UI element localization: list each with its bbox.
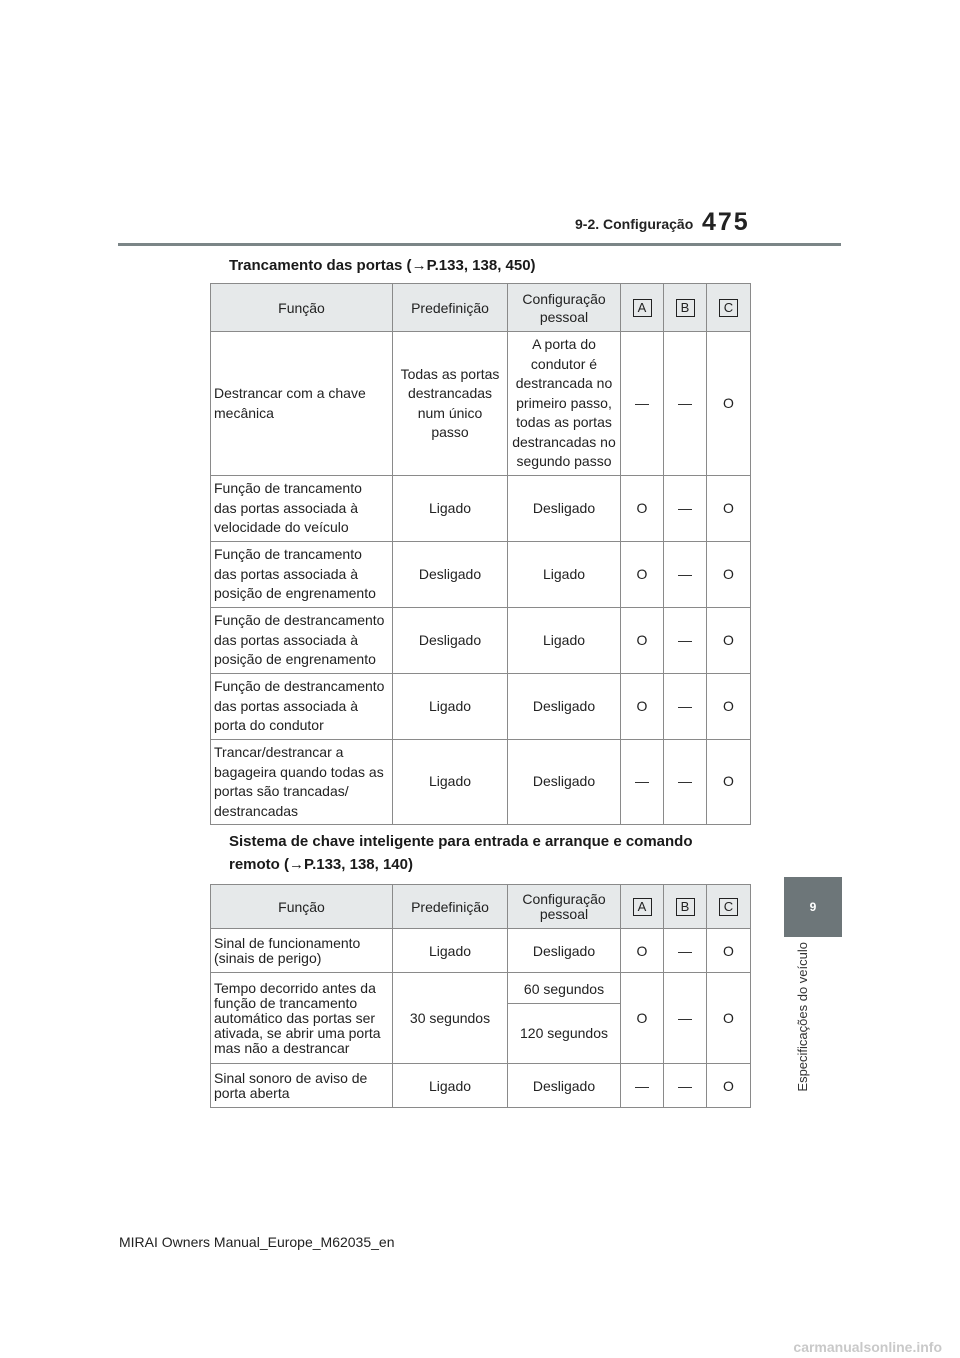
header-divider — [118, 243, 841, 246]
a-cell: O — [621, 973, 664, 1064]
a-cell: O — [621, 674, 664, 740]
b-cell: — — [664, 740, 707, 825]
b-cell: — — [664, 674, 707, 740]
custom-cell: Desligado — [508, 1064, 621, 1108]
b-cell: — — [664, 476, 707, 542]
page-number: 475 — [702, 208, 750, 236]
a-cell: — — [621, 740, 664, 825]
table-row — [211, 740, 751, 825]
arrow-icon: → — [289, 856, 304, 873]
c-cell: O — [707, 674, 751, 740]
table-row — [211, 674, 751, 740]
chapter-tab — [784, 877, 842, 937]
c-cell: O — [707, 542, 751, 608]
chapter-number: 9 — [809, 900, 817, 914]
section-heading-door-locking — [229, 254, 749, 277]
column-header-default: Predefinição — [393, 284, 508, 332]
b-cell: — — [664, 608, 707, 674]
footer-text: MIRAI Owners Manual_Europe_M62035_en — [119, 1234, 395, 1250]
a-cell: O — [621, 929, 664, 973]
function-cell: Função de destrancamento das portas associada à posição de engrenamento — [211, 608, 393, 674]
heading-refs: P.133, 138, 450) — [426, 257, 536, 274]
a-cell: — — [621, 332, 664, 476]
default-cell: 30 segundos — [393, 973, 508, 1064]
table-row — [211, 608, 751, 674]
a-cell: O — [621, 542, 664, 608]
column-header-custom: Configuração pessoal — [508, 284, 621, 332]
default-cell: Ligado — [393, 674, 508, 740]
door-locking-table — [210, 283, 751, 825]
table-row — [211, 332, 751, 476]
default-cell: Desligado — [393, 608, 508, 674]
function-cell: Tempo decorrido antes da função de trancamento automático das portas ser ativada, se abrir uma porta mas não a destrancar — [211, 973, 393, 1064]
function-cell: Destrancar com a chave mecânica — [211, 332, 393, 476]
column-header-function: Função — [211, 284, 393, 332]
a-cell: — — [621, 1064, 664, 1108]
function-cell: Função de destrancamento das portas associada à porta do condutor — [211, 674, 393, 740]
table-row — [211, 973, 751, 1064]
smart-key-table — [210, 884, 751, 1108]
section-heading-smart-key — [229, 830, 749, 876]
default-cell: Desligado — [393, 542, 508, 608]
c-cell: O — [707, 740, 751, 825]
custom-option: 120 segundos — [520, 1025, 608, 1041]
function-cell: Sinal sonoro de aviso de porta aberta — [211, 1064, 393, 1108]
custom-option: 60 segundos — [508, 974, 620, 1004]
c-cell: O — [707, 608, 751, 674]
column-header-default: Predefinição — [393, 885, 508, 929]
column-header-a: A — [621, 885, 664, 929]
column-header-custom: Configuração pessoal — [508, 885, 621, 929]
heading-line-2: remoto (→P.133, 138, 140) — [229, 856, 413, 873]
custom-cell: A porta do condutor é destrancada no primeiro passo, todas as portas destrancadas no segundo passo — [508, 332, 621, 476]
b-cell: — — [664, 1064, 707, 1108]
b-cell: — — [664, 542, 707, 608]
custom-cell: Desligado — [508, 476, 621, 542]
arrow-icon: → — [411, 257, 427, 274]
default-cell: Ligado — [393, 476, 508, 542]
custom-cell: Desligado — [508, 674, 621, 740]
column-header-b: B — [664, 284, 707, 332]
column-header-function: Função — [211, 885, 393, 929]
table-row — [211, 476, 751, 542]
function-cell: Função de trancamento das portas associada à velocidade do veículo — [211, 476, 393, 542]
custom-cell: Desligado — [508, 929, 621, 973]
a-cell: O — [621, 608, 664, 674]
heading-text: Trancamento das portas ( — [229, 257, 412, 274]
custom-cell: Desligado — [508, 740, 621, 825]
heading-line-1: Sistema de chave inteligente para entrada e arranque e comando — [229, 833, 693, 850]
default-cell: Todas as portas destrancadas num único passo — [393, 332, 508, 476]
watermark: carmanualsonline.info — [793, 1339, 942, 1355]
column-header-b: B — [664, 885, 707, 929]
c-cell: O — [707, 973, 751, 1064]
c-cell: O — [707, 476, 751, 542]
function-cell: Sinal de funcionamento (sinais de perigo) — [211, 929, 393, 973]
b-cell: — — [664, 973, 707, 1064]
chapter-label: Especificações do veículo — [795, 942, 810, 1092]
b-cell: — — [664, 332, 707, 476]
c-cell: O — [707, 332, 751, 476]
column-header-c: C — [707, 885, 751, 929]
table-row — [211, 929, 751, 973]
table-row — [211, 542, 751, 608]
section-title: 9-2. Configuração — [575, 216, 694, 232]
c-cell: O — [707, 1064, 751, 1108]
custom-cell: Ligado — [508, 608, 621, 674]
function-cell: Trancar/destrancar a bagageira quando todas as portas são trancadas/ destrancadas — [211, 740, 393, 825]
table-row — [211, 1064, 751, 1108]
function-cell: Função de trancamento das portas associada à posição de engrenamento — [211, 542, 393, 608]
custom-cell — [508, 973, 621, 1064]
table-header-row — [211, 284, 751, 332]
column-header-a: A — [621, 284, 664, 332]
custom-cell: Ligado — [508, 542, 621, 608]
default-cell: Ligado — [393, 929, 508, 973]
b-cell: — — [664, 929, 707, 973]
table-header-row — [211, 885, 751, 929]
default-cell: Ligado — [393, 740, 508, 825]
column-header-c: C — [707, 284, 751, 332]
a-cell: O — [621, 476, 664, 542]
default-cell: Ligado — [393, 1064, 508, 1108]
c-cell: O — [707, 929, 751, 973]
